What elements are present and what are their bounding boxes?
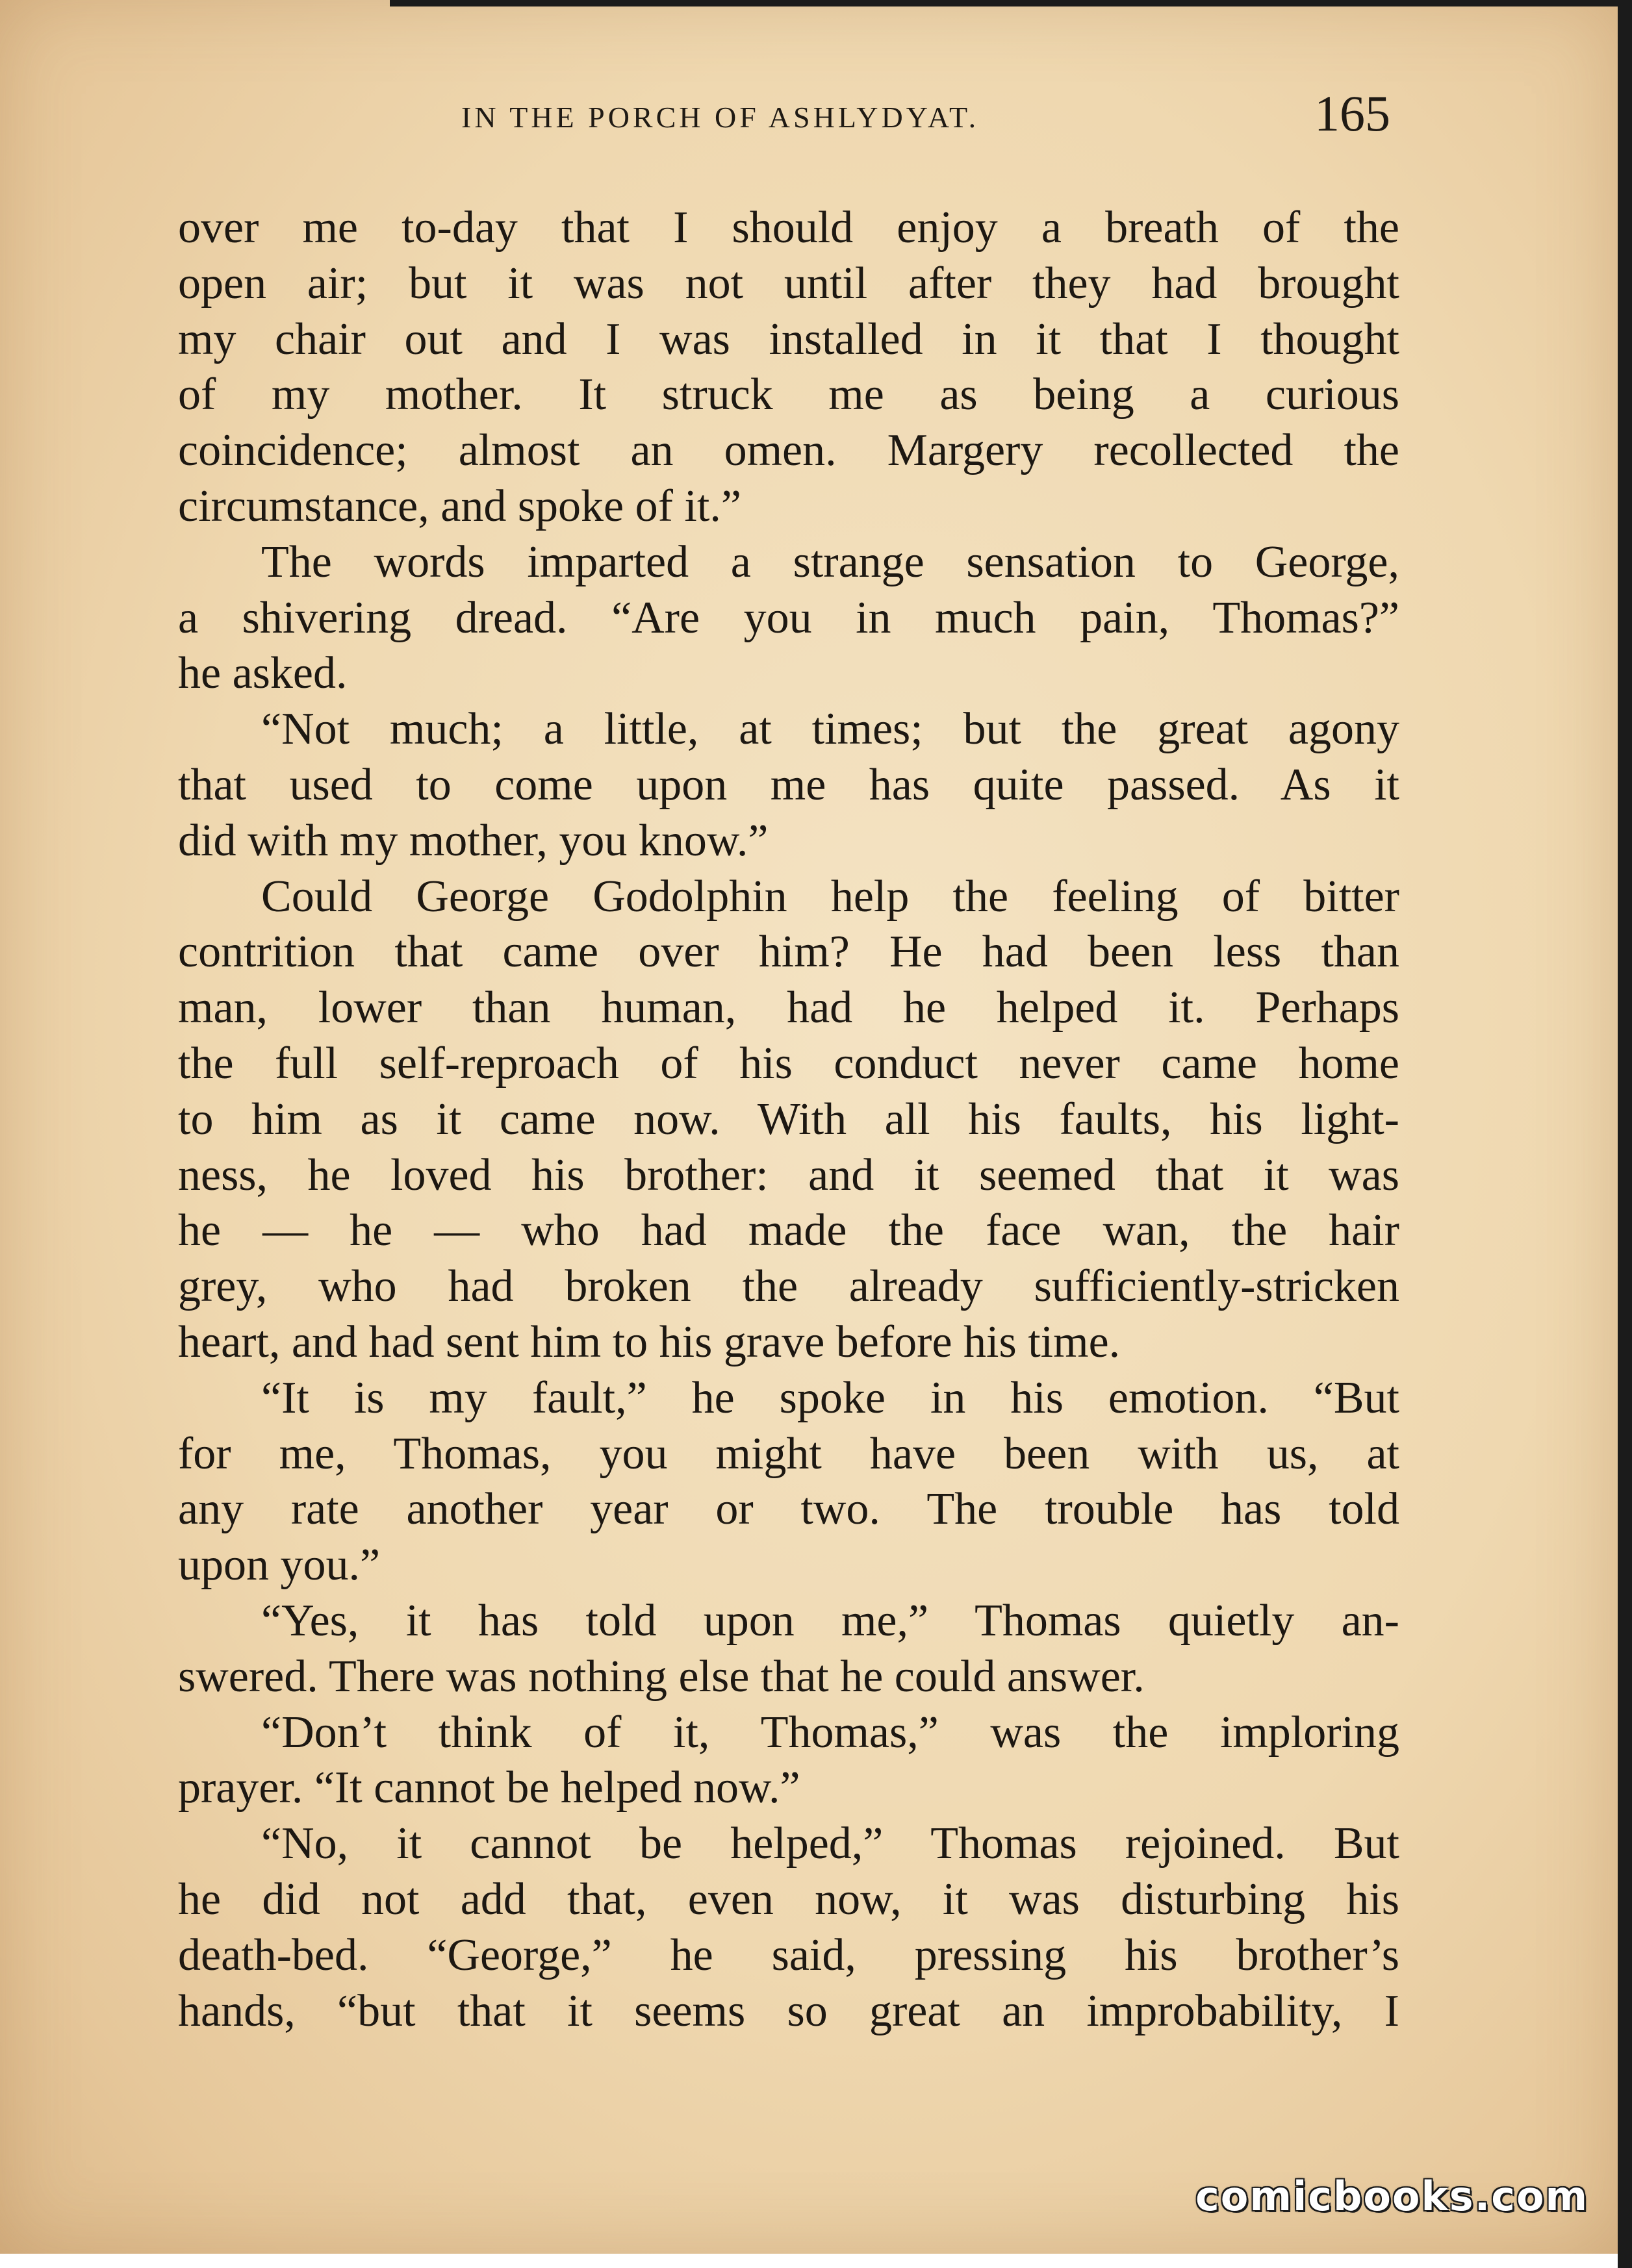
watermark-logo: comicbooks.com: [1195, 2173, 1589, 2220]
text-line: any rate another year or two. The trouble has told: [178, 1484, 1399, 1535]
text-line: circumstance, and spoke of it.”: [178, 481, 741, 531]
body-text: [178, 200, 1399, 2039]
text-line: “It is my fault,” he spoke in his emotion. “But: [261, 1372, 1399, 1423]
text-line: for me, Thomas, you might have been with us, at: [178, 1428, 1399, 1479]
text-line: ness, he loved his brother: and it seemed that it was: [178, 1150, 1399, 1200]
text-line: the full self-reproach of his conduct never came home: [178, 1038, 1399, 1089]
text-line: did with my mother, you know.”: [178, 815, 769, 866]
page-number: 165: [1314, 85, 1390, 142]
text-line: heart, and had sent him to his grave before his time.: [178, 1317, 1121, 1367]
text-line: coincidence; almost an omen. Margery recollected the: [178, 425, 1399, 476]
text-line: he did not add that, even now, it was disturbing his: [178, 1874, 1399, 1924]
text-line: he asked.: [178, 648, 348, 699]
binding-edge: [1618, 0, 1632, 2268]
text-line: of my mother. It struck me as being a curious: [178, 370, 1399, 420]
text-line: that used to come upon me has quite passed. As it: [178, 759, 1399, 810]
text-line: swered. There was nothing else that he could answer.: [178, 1651, 1145, 1702]
text-line: man, lower than human, had he helped it. Perhaps: [178, 983, 1399, 1033]
running-title: IN THE PORCH OF ASHLYDYAT.: [461, 101, 980, 134]
text-line: over me to-day that I should enjoy a breath of the: [178, 203, 1399, 253]
text-line: my chair out and I was installed in it that I thought: [178, 314, 1399, 364]
text-line: upon you.”: [178, 1540, 381, 1591]
text-line: prayer. “It cannot be helped now.”: [178, 1763, 800, 1813]
text-line: open air; but it was not until after they had brought: [178, 258, 1399, 309]
text-line: death-bed. “George,” he said, pressing his brother’s: [178, 1930, 1399, 1980]
text-line: he — he — who had made the face wan, the hair: [178, 1205, 1399, 1256]
text-line: “Don’t think of it, Thomas,” was the imploring: [261, 1707, 1399, 1758]
text-line: grey, who had broken the already sufficiently-stricken: [178, 1261, 1399, 1312]
text-line: “Not much; a little, at times; but the great agony: [261, 704, 1399, 755]
text-line: a shivering dread. “Are you in much pain, Thomas?”: [178, 592, 1399, 643]
text-line: hands, “but that it seems so great an improbability, I: [178, 1985, 1399, 2036]
text-line: to him as it came now. With all his faults, his light-: [178, 1094, 1399, 1144]
text-line: “No, it cannot be helped,” Thomas rejoined. But: [261, 1819, 1399, 1869]
top-edge: [390, 0, 1632, 6]
text-line: “Yes, it has told upon me,” Thomas quietly an-: [261, 1595, 1399, 1646]
text-line: The words imparted a strange sensation to George,: [261, 536, 1399, 587]
text-line: contrition that came over him? He had been less than: [178, 927, 1399, 977]
running-header: [175, 84, 1397, 156]
text-line: Could George Godolphin help the feeling of bitter: [261, 871, 1399, 922]
